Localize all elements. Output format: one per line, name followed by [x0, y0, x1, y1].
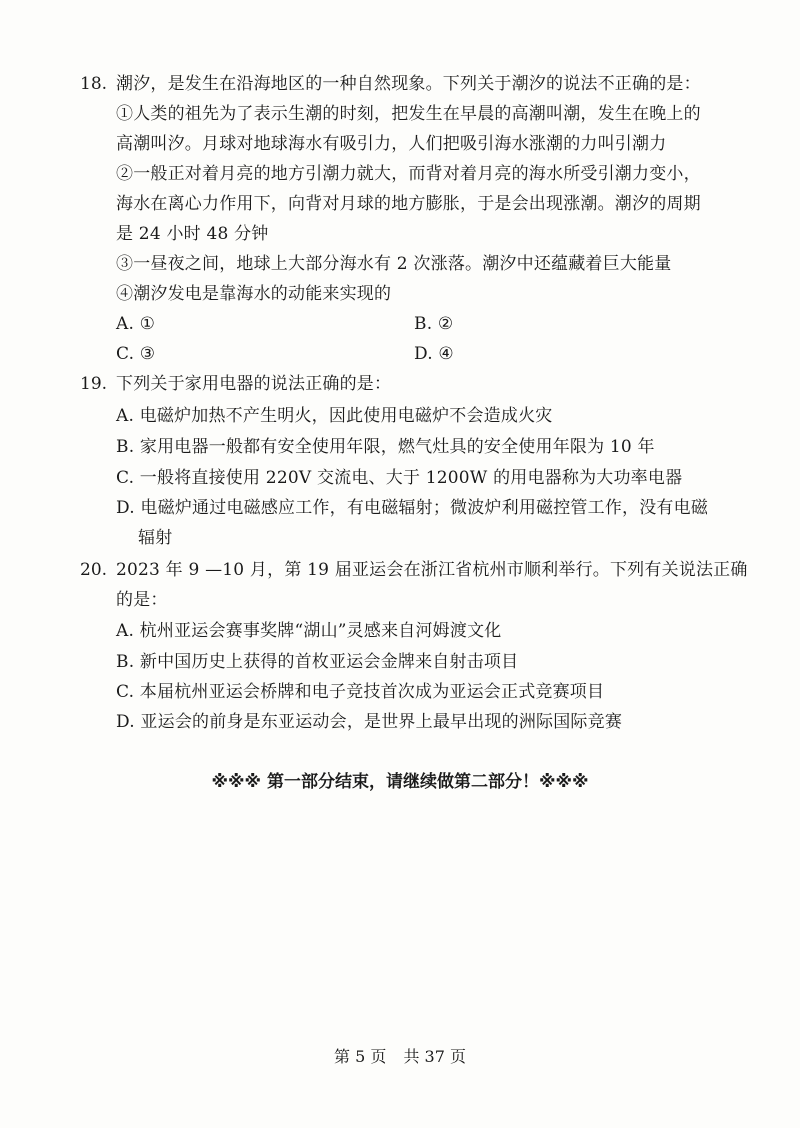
question-18-statement-2-cont: 海水在离心力作用下，向背对月球的地方膨胀，于是会出现涨潮。潮汐的周期	[116, 194, 701, 214]
question-20-stem: 2023 年 9 —10 月，第 19 届亚运会在浙江省杭州市顺利举行。下列有关说法正确	[116, 560, 748, 580]
question-19-option-d[interactable]: D. 电磁炉通过电磁感应工作，有电磁辐射；微波炉利用磁控管工作，没有电磁	[116, 498, 709, 518]
question-19-option-b[interactable]: B. 家用电器一般都有安全使用年限，燃气灶具的安全使用年限为 10 年	[116, 437, 655, 457]
question-19-option-a[interactable]: A. 电磁炉加热不产生明火，因此使用电磁炉不会造成火灾	[116, 406, 553, 426]
question-20-number: 20.	[80, 560, 108, 580]
question-19-option-c[interactable]: C. 一般将直接使用 220V 交流电、大于 1200W 的用电器称为大功率电器	[116, 468, 683, 488]
question-18-option-c[interactable]: C. ③	[116, 344, 156, 364]
question-18-statement-1: ①人类的祖先为了表示生潮的时刻，把发生在早晨的高潮叫潮，发生在晚上的	[116, 104, 701, 124]
question-20-option-c[interactable]: C. 本届杭州亚运会桥牌和电子竞技首次成为亚运会正式竞赛项目	[116, 682, 605, 702]
question-18-option-b[interactable]: B. ②	[414, 314, 454, 334]
question-20-option-d[interactable]: D. 亚运会的前身是东亚运动会，是世界上最早出现的洲际国际竞赛	[116, 712, 623, 732]
question-18-statement-3: ③一昼夜之间，地球上大部分海水有 2 次涨落。潮汐中还蕴藏着巨大能量	[116, 254, 672, 274]
question-18-statement-1-cont: 高潮叫汐。月球对地球海水有吸引力，人们把吸引海水涨潮的力叫引潮力	[116, 134, 667, 154]
question-18-statement-2: ②一般正对着月亮的地方引潮力就大，而背对着月亮的海水所受引潮力变小，	[116, 164, 701, 184]
section-end-note: ※※※ 第一部分结束，请继续做第二部分！※※※	[211, 772, 589, 792]
question-19-stem: 下列关于家用电器的说法正确的是：	[116, 374, 392, 394]
question-19-number: 19.	[80, 374, 108, 394]
question-18-option-d[interactable]: D. ④	[414, 344, 454, 364]
question-19-option-d-cont[interactable]: 辐射	[138, 528, 173, 548]
question-20-stem-cont: 的是：	[116, 590, 168, 610]
page-number: 第 5 页	[334, 1047, 387, 1066]
question-20-option-b[interactable]: B. 新中国历史上获得的首枚亚运会金牌来自射击项目	[116, 652, 519, 672]
question-18-option-a[interactable]: A. ①	[116, 314, 156, 334]
question-20-option-a[interactable]: A. 杭州亚运会赛事奖牌“湖山”灵感来自河姆渡文化	[116, 621, 502, 641]
page-footer	[0, 1044, 800, 1067]
question-18-statement-2-end: 是 24 小时 48 分钟	[116, 224, 269, 244]
question-18-number: 18.	[80, 74, 108, 94]
page-total: 共 37 页	[403, 1047, 466, 1066]
question-18-statement-4: ④潮汐发电是靠海水的动能来实现的	[116, 284, 392, 304]
question-18-stem: 潮汐，是发生在沿海地区的一种自然现象。下列关于潮汐的说法不正确的是：	[116, 74, 701, 94]
